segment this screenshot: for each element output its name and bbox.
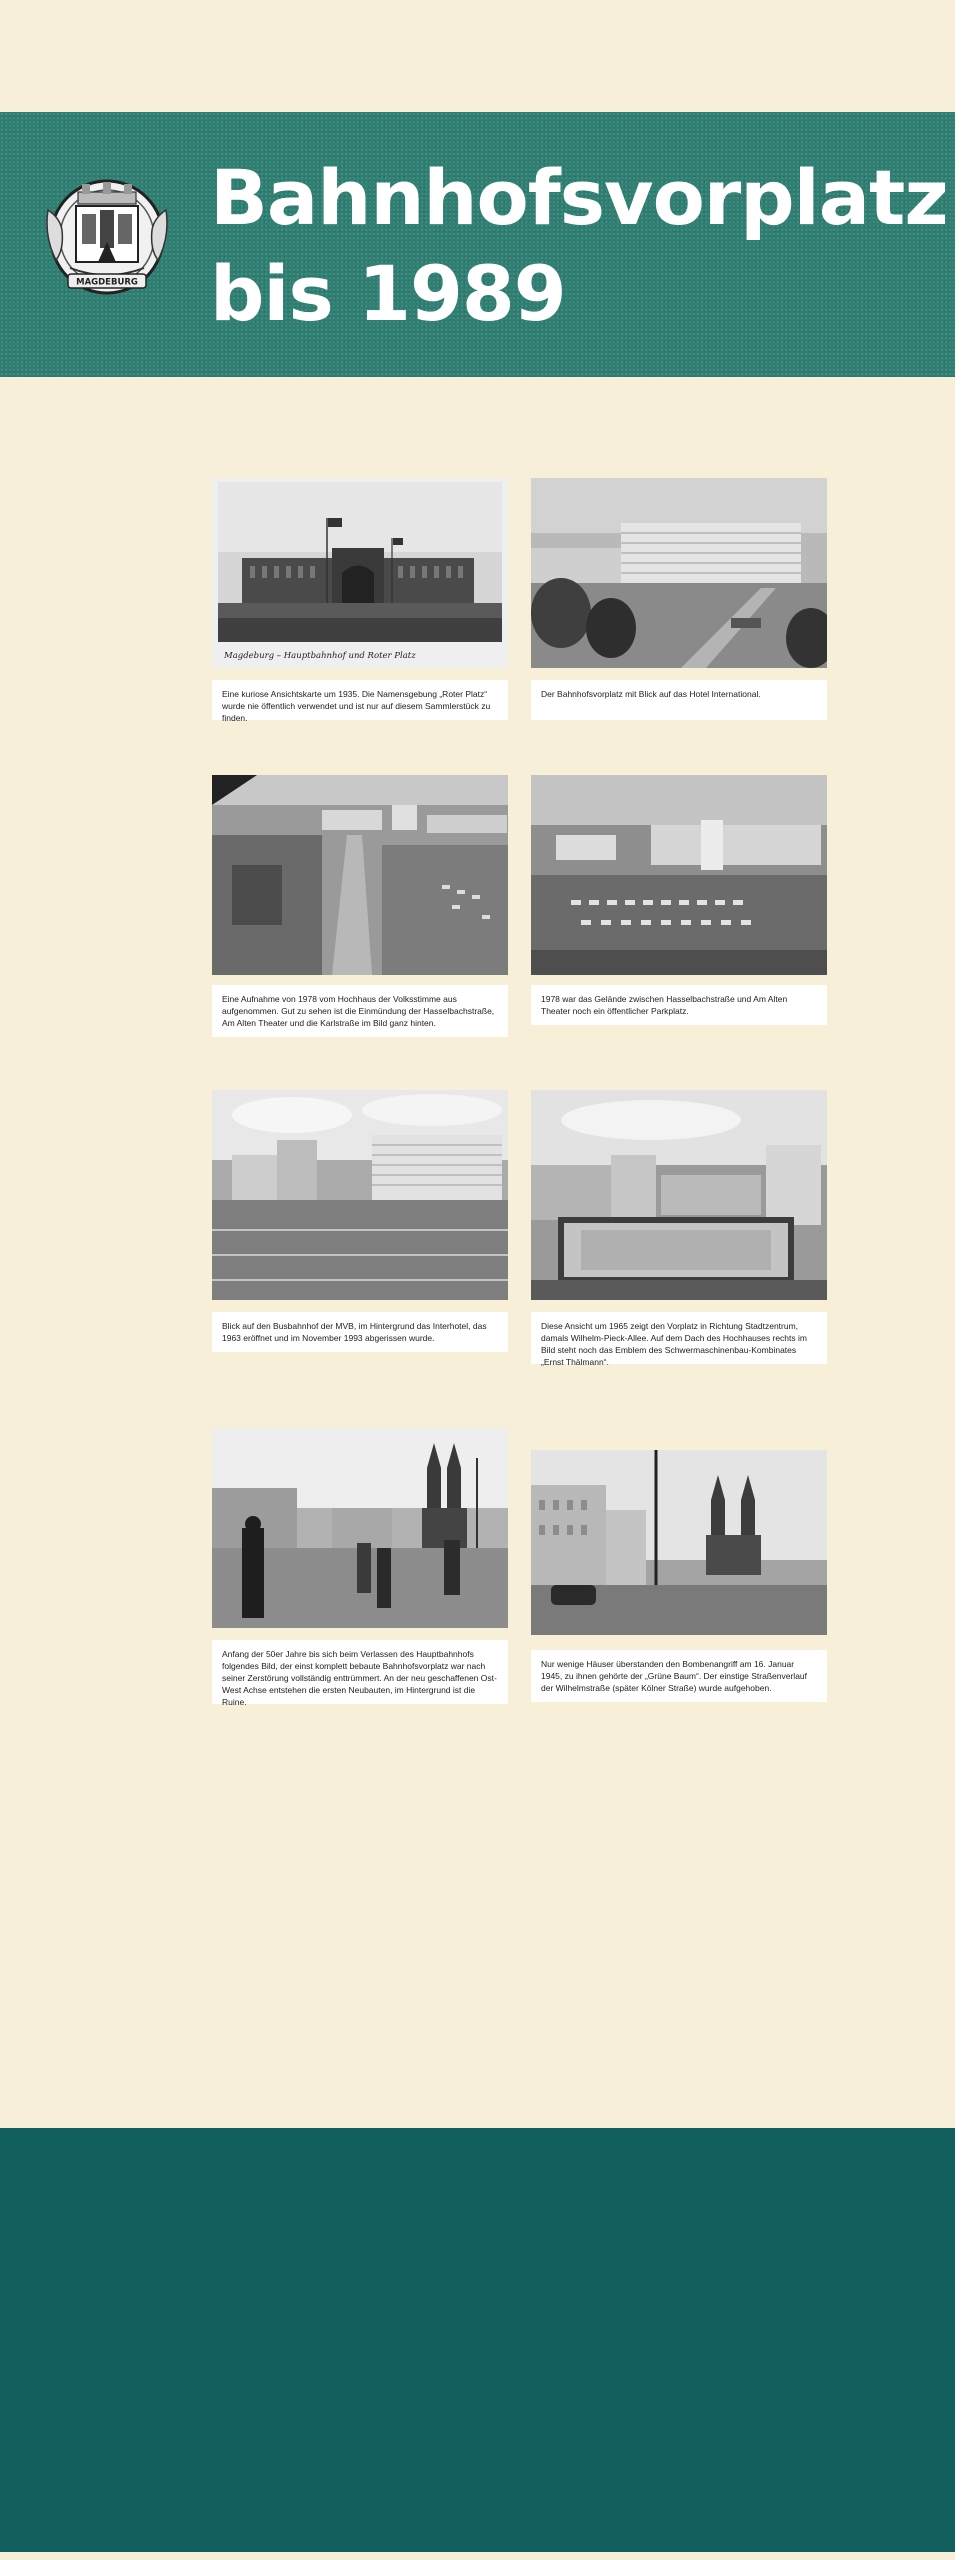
- caption-1978-aerial: Eine Aufnahme von 1978 vom Hochhaus der Volksstimme aus aufgenommen. Gut zu sehen ist die Einmündung der Hasselbachstraße, Am Alten Theater und die Karlstraße im Bild ganz hinten.: [212, 985, 508, 1037]
- caption-busbahnhof: Blick auf den Busbahnhof der MVB, im Hintergrund das Interhotel, das 1963 eröffnet und im November 1993 abgerissen wurde.: [212, 1312, 508, 1352]
- page-title-line1: Bahnhofsvorplatz: [210, 153, 948, 242]
- caption-1950s-vorplatz: Anfang der 50er Jahre bis sich beim Verlassen des Hauptbahnhofs folgendes Bild, der einst komplett bebaute Bahnhofsvorplatz war nach seiner Zerstörung vollständig enttrümmert. An der neu geschaffenen Ost-West Achse entstehen die ersten Neubauten, im Hintergrund ist die Ruine.: [212, 1640, 508, 1704]
- caption-gruener-baum: Nur wenige Häuser überstanden den Bombenangriff am 16. Januar 1945, zu ihnen gehörte der „Grüne Baum“. Der einstige Straßenverlauf der Wilhelmstraße (später Kölner Straße) wurde aufgehoben.: [531, 1650, 827, 1702]
- magdeburg-city-seal-icon: [40, 170, 175, 305]
- photo-hotel-international: [531, 478, 827, 668]
- photo-1978-aerial: [212, 775, 508, 975]
- caption-1965-vorplatz: Diese Ansicht um 1965 zeigt den Vorplatz in Richtung Stadtzentrum, damals Wilhelm-Pieck-Allee. Auf dem Dach des Hochhauses rechts im Bild steht noch das Emblem des Schwermaschinenbau-Kombinates „Ernst Thälmann“.: [531, 1312, 827, 1364]
- photo-1978-parking: [531, 775, 827, 975]
- photo-postcard-1935: [212, 478, 508, 668]
- footer-band: [0, 2128, 955, 2552]
- caption-1978-parking: 1978 war das Gelände zwischen Hasselbachstraße und Am Alten Theater noch ein öffentlicher Parkplatz.: [531, 985, 827, 1025]
- caption-hotel-international: Der Bahnhofsvorplatz mit Blick auf das Hotel International.: [531, 680, 827, 720]
- page-title-line2: bis 1989: [210, 249, 566, 338]
- caption-postcard-1935: Eine kuriose Ansichtskarte um 1935. Die Namensgebung „Roter Platz“ wurde nie öffentlich verwendet und ist nur auf diesem Sammlerstück zu finden.: [212, 680, 508, 720]
- photo-1950s-vorplatz: [212, 1428, 508, 1628]
- postcard-inscription: Magdeburg – Hauptbahnhof und Roter Platz: [224, 651, 416, 661]
- seal-text: MAGDEBURG: [76, 277, 138, 288]
- photo-busbahnhof: [212, 1090, 508, 1300]
- photo-gruener-baum: [531, 1450, 827, 1635]
- photo-1965-vorplatz: [531, 1090, 827, 1300]
- page-title: [210, 150, 948, 342]
